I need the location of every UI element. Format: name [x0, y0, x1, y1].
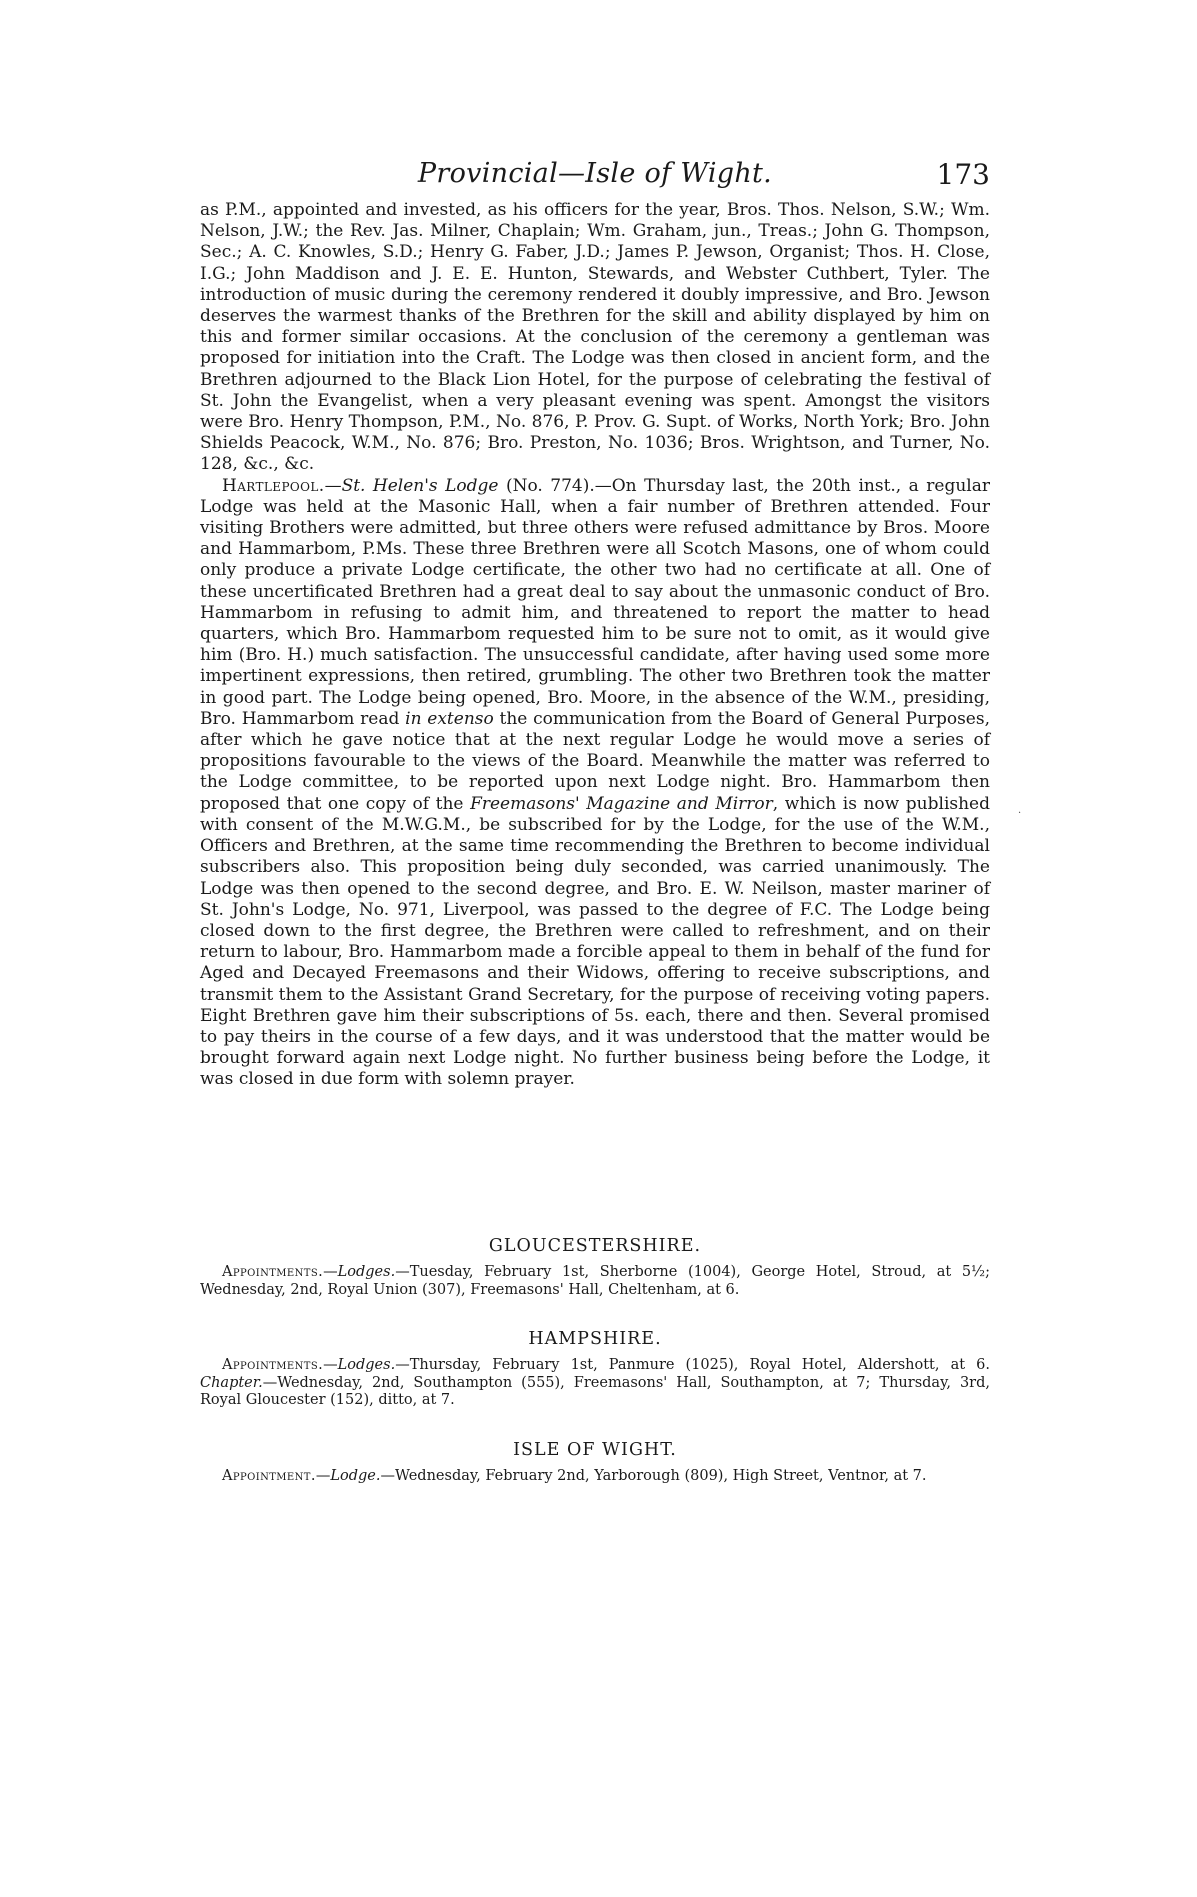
section-gloucestershire — [200, 1236, 990, 1299]
appointments-label: Appointments. — [222, 1264, 324, 1280]
section-heading: GLOUCESTERSHIRE. — [488, 1236, 702, 1256]
page-number: 173 — [936, 158, 990, 191]
dash: — — [323, 1264, 338, 1280]
meeting-kind: Lodges. — [337, 1264, 396, 1280]
section-hampshire — [200, 1329, 990, 1410]
paragraph-text-b: the communication from the Board of General Purposes, after which he gave notice that at the next regular Lodge he would move a series of propositions favourable to the views of the Board. Meanwhile the matter was referred to the Lodge committee, to be reported upon next Lodge night. Bro. Hammarbom then proposed that one copy of the — [200, 708, 990, 814]
section-text — [200, 1468, 990, 1486]
latin-phrase: in extenso — [405, 708, 494, 729]
appointments-text: —Wednesday, February 2nd, Yarborough (809), High Street, Ventnor, at 7. — [380, 1468, 927, 1484]
section-text — [200, 1264, 990, 1299]
section-isle-of-wight — [200, 1440, 990, 1486]
place-name: Hartlepool. — [222, 475, 325, 496]
appointments-label: Appointment. — [222, 1468, 316, 1484]
meeting-kind-chapter: Chapter. — [200, 1374, 263, 1391]
dash: — — [324, 475, 342, 496]
paragraph-text-c: , which is now published with consent of the M.W.G.M., be subscribed for by the Lodge, for the use of the W.M., Officers and Brethren, at the same time recommending the Brethren to become individual subscribers also. This proposition being duly seconded, was carried unanimously. The Lodge was then opened to the second degree, and Bro. E. W. Neilson, master mariner of St. John's Lodge, No. 971, Liverpool, was passed to the degree of F.C. The Lodge being closed down to the first degree, the Brethren were called to refreshment, and on their return to labour, Bro. Hammarbom made a forcible appeal to them in behalf of the fund for Aged and Decayed Freemasons and their Widows, offering to receive subscriptions, and transmit them to the Assistant Grand Secretary, for the purpose of receiving voting papers. Eight Brethren gave him their subscriptions of 5s. each, there and then. Several promised to pay theirs in the course of a few days, and it was understood that the matter would be brought forward again next Lodge night. No further business being before the Lodge, it was closed in due form with solemn prayer. — [200, 793, 990, 1090]
appointments-text-a: —Thursday, February 1st, Panmure (1025), Royal Hotel, Aldershott, at 6. — [395, 1357, 990, 1373]
meeting-kind: Lodge. — [330, 1468, 381, 1484]
paragraph-continuation: as P.M., appointed and invested, as his officers for the year, Bros. Thos. Nelson, S.W.; Wm. Nelson, J.W.; the Rev. Jas. Milner, Chaplain; Wm. Graham, jun., Treas.; John G. Thompson, Sec.; A. C. Knowles, S.D.; Henry G. Faber, J.D.; James P. Jewson, Organist; Thos. H. Close, I.G.; John Maddison and J. E. E. Hunton, Stewards, and Webster Cuthbert, Tyler. The introduction of music during the ceremony rendered it doubly impressive, and Bro. Jewson deserves the warmest thanks of the Brethren for the skill and ability displayed by him on this and former similar occasions. At the conclusion of the ceremony a gentleman was proposed for initiation into the Craft. The Lodge was then closed in ancient form, and the Brethren adjourned to the Black Lion Hotel, for the purpose of celebrating the festival of St. John the Evangelist, when a very pleasant evening was spent. Amongst the visitors were Bro. Henry Thompson, P.M., No. 876, P. Prov. G. Supt. of Works, North York; Bro. John Shields Peacock, W.M., No. 876; Bro. Preston, No. 1036; Bros. Wrightson, and Turner, No. 128, &c., &c. — [200, 200, 990, 475]
running-head — [200, 158, 990, 198]
meeting-kind: Lodges. — [337, 1357, 396, 1373]
section-heading: HAMPSHIRE. — [528, 1329, 662, 1349]
lodge-name: St. Helen's Lodge — [341, 475, 499, 496]
paragraph-hartlepool — [200, 476, 990, 1091]
margin-mark: · — [1018, 808, 1022, 819]
magazine-title: Freemasons' Magazine and Mirror — [470, 793, 773, 814]
dash: — — [315, 1468, 331, 1484]
section-heading: ISLE OF WIGHT. — [513, 1440, 677, 1460]
paragraph-text-a: (No. 774).—On Thursday last, the 20th inst., a regular Lodge was held at the Masonic Hall, when a fair number of Brethren attended. Four visiting Brothers were admitted, but three others were refused admittance by Bros. Moore and Hammarbom, P.Ms. These three Brethren were all Scotch Masons, one of whom could only produce a private Lodge certificate, the other two had no certificate at all. One of these uncertificated Brethren had a great deal to say about the unmasonic conduct of Bro. Hammarbom in refusing to admit him, and threatened to report the matter to head quarters, which Bro. Hammarbom requested him to be sure not to omit, as it would give him (Bro. H.) much satisfaction. The unsuccessful candidate, after having used some more impertinent expressions, then retired, grumbling. The other two Brethren took the matter in good part. The Lodge being opened, Bro. Moore, in the absence of the W.M., presiding, Bro. Hammarbom read — [200, 475, 990, 729]
appointments-label: Appointments. — [222, 1357, 324, 1373]
running-title: Provincial—Isle of Wight. — [417, 158, 773, 189]
dash: — — [323, 1357, 338, 1373]
appointments-text: —Tuesday, February 1st, Sherborne (1004), George Hotel, Stroud, at 5½; Wednesday, 2nd, Royal Union (307), Freemasons' Hall, Cheltenham, at 6. — [200, 1264, 990, 1298]
section-text — [200, 1357, 990, 1410]
appointments-text-b: —Wednesday, 2nd, Southampton (555), Freemasons' Hall, Southampton, at 7; Thursday, 3rd, Royal Gloucester (152), ditto, at 7. — [200, 1374, 990, 1408]
main-body — [200, 200, 990, 1091]
